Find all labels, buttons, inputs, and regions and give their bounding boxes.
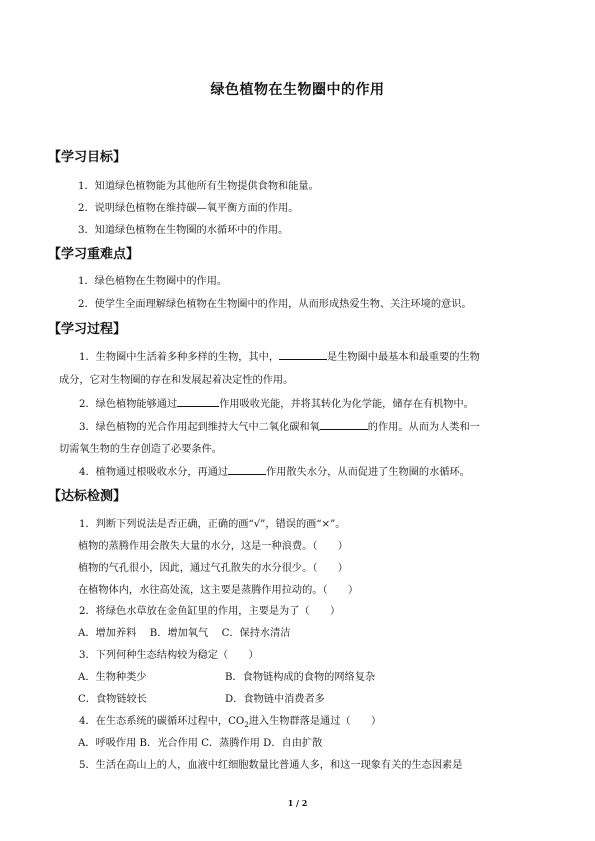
process-item-1-continued: 成分，它对生物圈的存在和发展起着决定性的作用。 <box>59 375 294 386</box>
process-item-2-text-b: 作用吸收光能，并将其转化为化学能，储存在有机物中。 <box>219 399 474 410</box>
process-item-4-text-a: 4．植物通过根吸收水分，再通过 <box>79 467 229 478</box>
question-1-statement-2: 植物的气孔很小，因此，通过气孔散失的水分很少。（ ） <box>78 563 348 574</box>
question-3-option-c: C．食物链较长 <box>78 694 147 705</box>
question-2-options: A．增加养料 B．增加氧气 C．保持水清洁 <box>78 628 291 639</box>
key-point-item-1: 1．绿色植物在生物圈中的作用。 <box>78 276 228 287</box>
question-4 <box>79 712 381 729</box>
page-title: 绿色植物在生物圈中的作用 <box>210 82 385 98</box>
key-point-item-2: 2．使学生全面理解绿色植物在生物圈中的作用，从而形成热爱生物、关注环境的意识。 <box>78 299 472 310</box>
question-1-statement-3: 在植物体内，水往高处流，这主要是蒸腾作用拉动的。（ ） <box>78 585 359 596</box>
section-heading-goals: 【学习目标】 <box>48 150 127 165</box>
fill-in-blank[interactable] <box>279 349 327 360</box>
process-item-1-text-b: 是生物圈中最基本和最重要的生物 <box>327 352 480 363</box>
process-item-3 <box>79 418 480 433</box>
section-heading-test: 【达标检测】 <box>48 489 127 504</box>
question-5: 5．生活在高山上的人，血液中红细胞数量比普通人多，和这一现象有关的生态因素是 <box>79 760 463 771</box>
question-1-statement-1: 植物的蒸腾作用会散失大量的水分，这是一种浪费。（ ） <box>78 541 348 552</box>
question-3-option-b: B．食物链构成的食物的网络复杂 <box>225 672 376 683</box>
question-3-option-d: D．食物链中消费者多 <box>225 694 325 705</box>
page-number: 1 / 2 <box>287 798 308 808</box>
question-3: 3．下列何种生态结构较为稳定（ ） <box>79 650 259 661</box>
process-item-3-text-b: 的作用。从而为人类和一 <box>367 422 480 433</box>
fill-in-blank[interactable] <box>320 419 368 430</box>
goal-item-3: 3．知道绿色植物在生物圈的水循环中的作用。 <box>78 225 289 236</box>
process-item-3-text-a: 3．绿色植物的光合作用起到维持大气中二氧化碳和氧 <box>79 422 320 433</box>
process-item-1-text-a: 1．生物圈中生活着多种多样的生物，其中， <box>79 352 280 363</box>
fill-in-blank[interactable] <box>228 464 266 475</box>
process-item-3-continued: 切需氧生物的生存创造了必要条件。 <box>59 444 222 455</box>
question-4-text-b: 进入生物群落是通过（ ） <box>248 716 382 727</box>
question-3-option-a: A．生物种类少 <box>78 672 147 683</box>
process-item-2 <box>79 395 474 410</box>
section-heading-process: 【学习过程】 <box>48 322 127 337</box>
process-item-4 <box>79 463 470 478</box>
question-4-subscript: 2 <box>244 721 249 730</box>
question-1: 1．判断下列说法是否正确，正确的画“√”，错误的画“×”。 <box>79 519 346 530</box>
process-item-1 <box>79 348 480 363</box>
process-item-2-text-a: 2．绿色植物能够通过 <box>79 399 178 410</box>
section-heading-key-points: 【学习重难点】 <box>48 247 140 262</box>
fill-in-blank[interactable] <box>177 396 219 407</box>
process-item-4-text-b: 作用散失水分，从而促进了生物圈的水循环。 <box>266 467 470 478</box>
goal-item-1: 1．知道绿色植物能为其他所有生物提供食物和能量。 <box>78 181 319 192</box>
question-4-options: A．呼吸作用 B．光合作用 C．蒸腾作用 D．自由扩散 <box>78 738 323 749</box>
question-2: 2．将绿色水草放在金鱼缸里的作用，主要是为了（ ） <box>79 606 341 617</box>
goal-item-2: 2．说明绿色植物在维持碳—氧平衡方面的作用。 <box>78 203 299 214</box>
question-4-text-a: 4．在生态系统的碳循环过程中，CO <box>79 716 245 727</box>
